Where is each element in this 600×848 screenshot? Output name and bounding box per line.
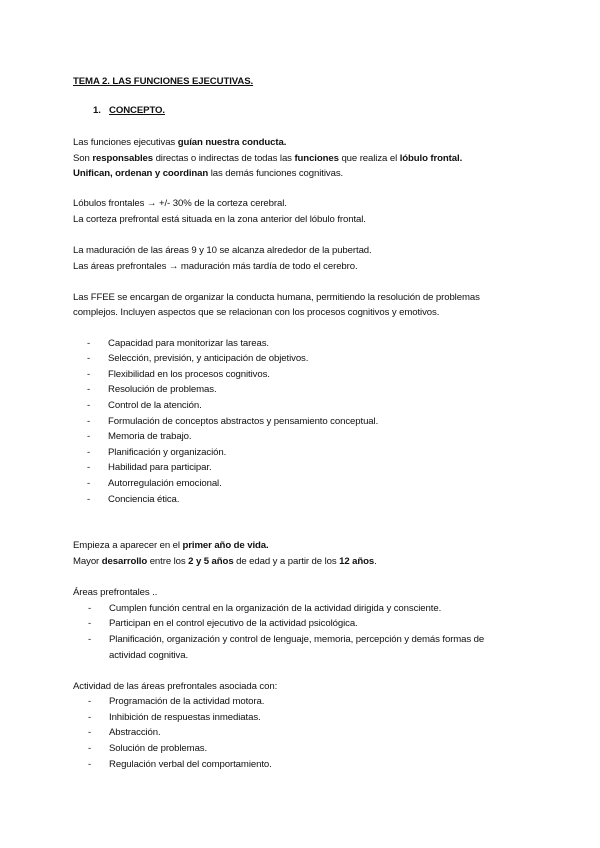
list-item-text: Cumplen función central en la organización de la actividad dirigida y consciente. (109, 603, 442, 614)
bullet-dash: - (87, 416, 91, 427)
list-item-text: Conciencia ética. (108, 494, 180, 505)
bullet-dash: - (88, 634, 92, 645)
list-item-text: Resolución de problemas. (108, 384, 217, 395)
bullet-dash: - (87, 369, 91, 380)
text-run: directas o indirectas de todas las (153, 153, 295, 164)
list-item-text: Participan en el control ejecutivo de la actividad psicológica. (109, 618, 358, 629)
list-item (87, 447, 227, 459)
list-item (87, 416, 379, 428)
p1-line3 (73, 168, 343, 180)
bullet-dash: - (88, 759, 92, 770)
bullet-dash: - (88, 743, 92, 754)
bullet-dash: - (87, 494, 91, 505)
list-item (88, 696, 265, 708)
p3-line2: Las áreas prefrontales → maduración más tardía de todo el cerebro. (73, 261, 358, 272)
bullet-dash: - (87, 478, 91, 489)
bullet-dash: - (87, 462, 91, 473)
list-item-text: Selección, previsión, y anticipación de objetivos. (108, 353, 309, 364)
list-item (87, 384, 217, 396)
bullet-dash: - (87, 400, 91, 411)
list-item (87, 353, 309, 365)
list-item-text: Planificación y organización. (108, 447, 227, 458)
text-run: Las funciones ejecutivas (73, 137, 178, 148)
text-run: Empieza a aparecer en el (73, 540, 183, 551)
bold-run: Unifican, ordenan y coordinan (73, 168, 209, 179)
list-item-text: Regulación verbal del comportamiento. (109, 759, 272, 770)
bold-run: 12 años (339, 556, 375, 567)
list-item (87, 369, 270, 381)
text-run: . (374, 556, 377, 567)
actividad-intro: Actividad de las áreas prefrontales asociada con: (73, 681, 278, 692)
p4-line1: Las FFEE se encargan de organizar la conducta humana, permitiendo la resolución de problemas (73, 292, 480, 303)
list-item (88, 634, 485, 646)
list-item-text: Solución de problemas. (109, 743, 208, 754)
list-item-text: Abstracción. (109, 727, 161, 738)
list-item (88, 759, 272, 771)
section-heading (93, 105, 165, 117)
section-label: CONCEPTO. (109, 105, 165, 116)
bold-run: desarrollo (101, 556, 148, 567)
bold-run: 2 y 5 años (188, 556, 234, 567)
list-item (87, 400, 202, 412)
bullet-dash: - (88, 696, 92, 707)
list-item-text: Control de la atención. (108, 400, 202, 411)
p3-line1: La maduración de las áreas 9 y 10 se alcanza alrededor de la pubertad. (73, 245, 372, 256)
p1-line1 (73, 137, 286, 149)
bold-run: responsables (92, 153, 153, 164)
list-item-text: Habilidad para participar. (108, 462, 212, 473)
list-item (87, 431, 192, 443)
bold-run: primer año de vida. (182, 540, 269, 551)
bullet-dash: - (87, 431, 91, 442)
bullet-dash: - (87, 384, 91, 395)
list-item-text: Inhibición de respuestas inmediatas. (109, 712, 261, 723)
bullet-dash: - (88, 712, 92, 723)
list-item-continuation: actividad cognitiva. (109, 650, 189, 661)
p1-line2 (73, 153, 462, 165)
bullet-dash: - (87, 338, 91, 349)
list-item-text: Flexibilidad en los procesos cognitivos. (108, 369, 270, 380)
list-item (88, 712, 261, 724)
list-item (87, 462, 212, 474)
bold-run: funciones (294, 153, 339, 164)
p5-line1 (73, 540, 269, 552)
p5-line2 (73, 556, 377, 568)
bullet-dash: - (87, 353, 91, 364)
text-run: de edad y a partir de los (233, 556, 340, 567)
list-item (87, 494, 180, 506)
list-item (88, 618, 358, 630)
bullet-dash: - (88, 727, 92, 738)
list-item (87, 338, 269, 350)
text-run: que realiza el (338, 153, 400, 164)
p2-line2: La corteza prefrontal está situada en la zona anterior del lóbulo frontal. (73, 214, 366, 225)
section-number: 1. (93, 105, 101, 116)
text-run: entre los (147, 556, 189, 567)
bullet-dash: - (88, 603, 92, 614)
p4-line2: complejos. Incluyen aspectos que se relacionan con los procesos cognitivos y emotivos. (73, 307, 440, 318)
list-item (87, 478, 222, 490)
list-item (88, 743, 208, 755)
list-item-text: Autorregulación emocional. (108, 478, 222, 489)
list-item (88, 727, 161, 739)
text-run: Mayor (73, 556, 102, 567)
text-run: Son (73, 153, 93, 164)
list-item-text: Planificación, organización y control de lenguaje, memoria, percepción y demás formas de (109, 634, 485, 645)
list-item-text: Memoria de trabajo. (108, 431, 192, 442)
document-title: TEMA 2. LAS FUNCIONES EJECUTIVAS. (73, 76, 254, 87)
p2-line1: Lóbulos frontales → +/- 30% de la corteza cerebral. (73, 198, 287, 209)
list-item-text: Programación de la actividad motora. (109, 696, 265, 707)
bold-run: lóbulo frontal. (399, 153, 463, 164)
bold-run: guían nuestra conducta. (177, 137, 287, 148)
list-item (88, 603, 442, 615)
areas-intro: Áreas prefrontales .. (73, 587, 158, 598)
text-run: las demás funciones cognitivas. (208, 168, 344, 179)
bullet-dash: - (87, 447, 91, 458)
list-item-text: Capacidad para monitorizar las tareas. (108, 338, 269, 349)
list-item-text: Formulación de conceptos abstractos y pensamiento conceptual. (108, 416, 379, 427)
bullet-dash: - (88, 618, 92, 629)
